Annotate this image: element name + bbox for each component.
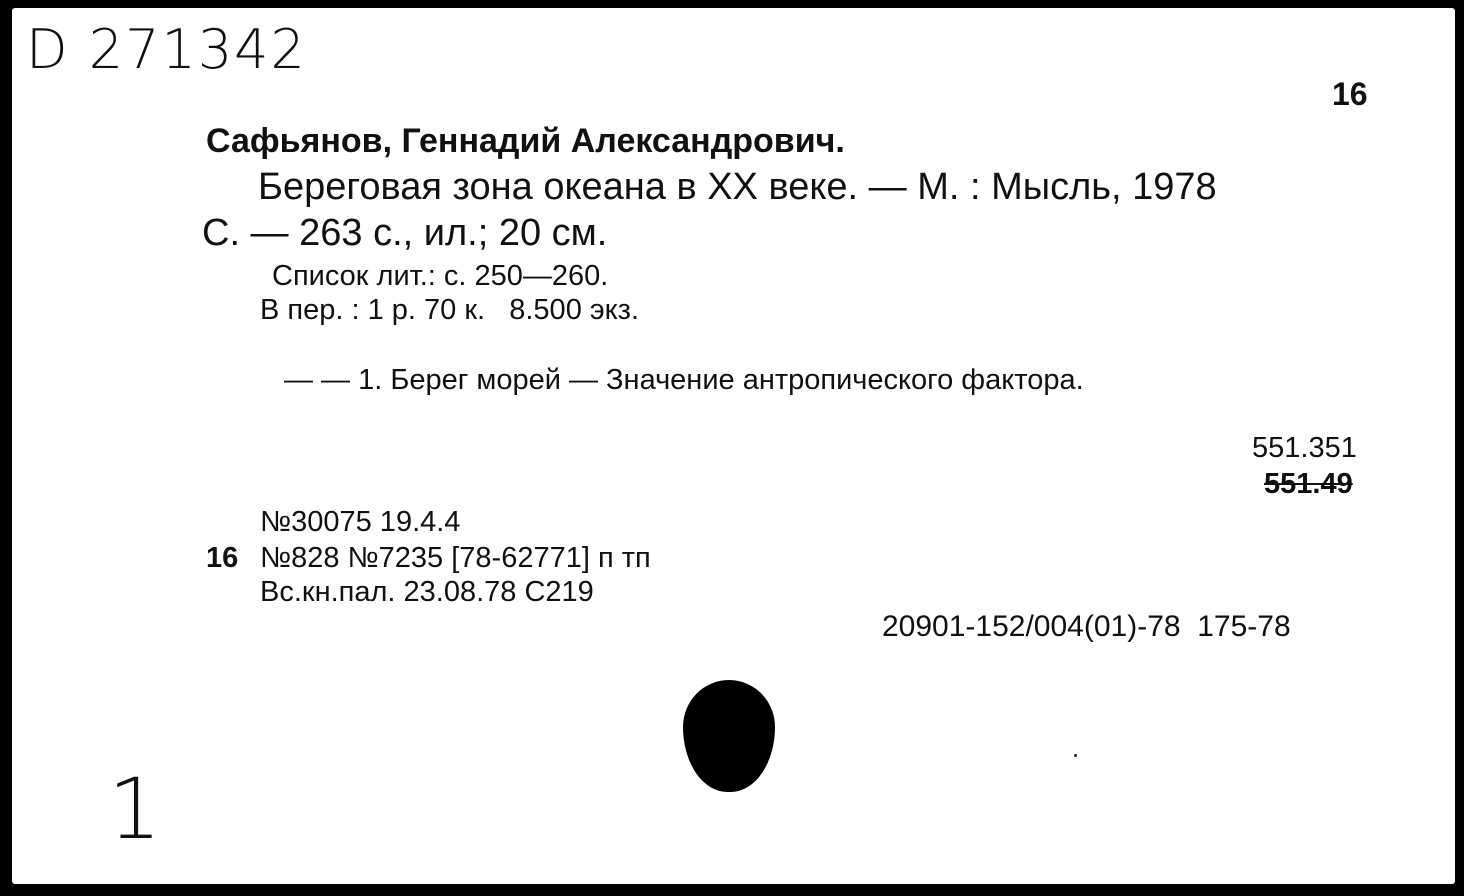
call-number-handwritten: D 271342 xyxy=(26,18,307,81)
order-number-line-2: №828 №7235 [78-62771] п тп xyxy=(260,542,651,574)
card-index-number: 16 xyxy=(1332,76,1368,112)
title-line-2: С. — 263 с., ил.; 20 см. xyxy=(202,212,608,254)
order-number-line-1: №30075 19.4.4 xyxy=(260,506,461,538)
subject-heading: — — 1. Берег морей — Значение антропического фактора. xyxy=(284,364,1084,396)
speck-mark xyxy=(1074,754,1077,757)
registration-line: Вс.кн.пал. 23.08.78 С219 xyxy=(260,576,594,608)
catalog-card xyxy=(12,8,1455,884)
handwritten-number: 1 xyxy=(108,760,162,858)
udc-old-crossed: 551.49 xyxy=(1264,468,1353,500)
bibliography-note: Список лит.: с. 250—260. xyxy=(272,260,609,292)
price-and-print-run: В пер. : 1 р. 70 к. 8.500 экз. xyxy=(260,294,640,326)
author-heading: Сафьянов, Геннадий Александрович. xyxy=(206,122,845,160)
order-prefix: 16 xyxy=(206,542,239,574)
udc-current: 551.351 xyxy=(1252,432,1357,464)
title-line-1: Береговая зона океана в XX веке. — М. : Мысль, 1978 xyxy=(258,166,1217,208)
catalog-code: 20901-152/004(01)-78 175-78 xyxy=(882,610,1291,643)
punch-hole xyxy=(683,680,775,792)
